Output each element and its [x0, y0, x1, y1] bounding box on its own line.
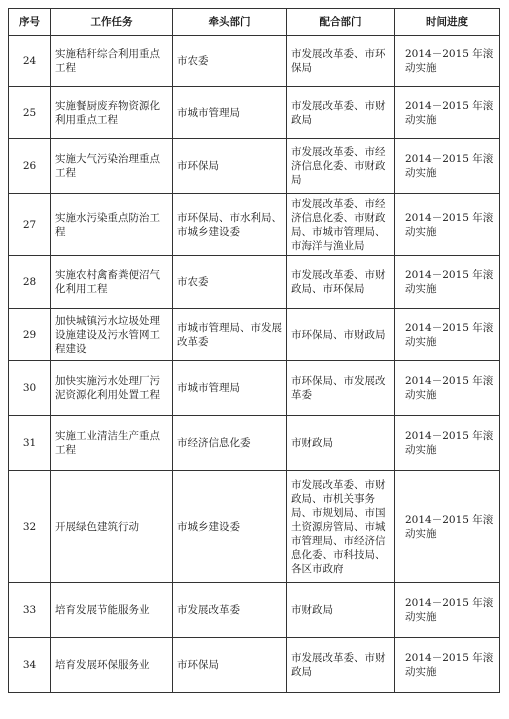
row-seq: 24 [9, 36, 51, 87]
table-row [9, 416, 500, 471]
table-row [9, 583, 500, 638]
row-task: 实施餐厨废弃物资源化利用重点工程 [51, 87, 173, 139]
row-task: 开展绿色建筑行动 [51, 471, 173, 583]
row-seq: 25 [9, 87, 51, 139]
row-task: 加快城镇污水垃圾处理设施建设及污水管网工程建设 [51, 309, 173, 361]
row-assist-dept: 市环保局、市财政局 [287, 309, 395, 361]
row-lead-dept: 市农委 [173, 36, 287, 87]
row-schedule: 2014－2015 年滚动实施 [395, 36, 500, 87]
header-task: 工作任务 [51, 9, 173, 36]
table-row [9, 309, 500, 361]
row-schedule: 2014－2015 年滚动实施 [395, 361, 500, 416]
row-lead-dept: 市城乡建设委 [173, 471, 287, 583]
row-assist-dept: 市发展改革委、市财政局 [287, 87, 395, 139]
header-assist-dept: 配合部门 [287, 9, 395, 36]
row-seq: 31 [9, 416, 51, 471]
row-seq: 34 [9, 638, 51, 693]
row-seq: 29 [9, 309, 51, 361]
table-row [9, 87, 500, 139]
header-seq: 序号 [9, 9, 51, 36]
row-schedule: 2014－2015 年滚动实施 [395, 256, 500, 309]
row-seq: 32 [9, 471, 51, 583]
table-row [9, 194, 500, 256]
row-task: 实施大气污染治理重点工程 [51, 139, 173, 194]
row-lead-dept: 市经济信息化委 [173, 416, 287, 471]
table-row [9, 139, 500, 194]
row-task: 实施农村禽畜粪便沼气化利用工程 [51, 256, 173, 309]
row-assist-dept: 市发展改革委、市财政局 [287, 638, 395, 693]
header-lead-dept: 牵头部门 [173, 9, 287, 36]
table-row [9, 638, 500, 693]
row-seq: 28 [9, 256, 51, 309]
header-schedule: 时间进度 [395, 9, 500, 36]
row-task: 实施水污染重点防治工程 [51, 194, 173, 256]
row-lead-dept: 市环保局、市水利局、市城乡建设委 [173, 194, 287, 256]
row-task: 实施秸秆综合利用重点工程 [51, 36, 173, 87]
row-schedule: 2014－2015 年滚动实施 [395, 87, 500, 139]
row-assist-dept: 市发展改革委、市经济信息化委、市财政局、市城市管理局、市海洋与渔业局 [287, 194, 395, 256]
row-assist-dept: 市发展改革委、市财政局、市环保局 [287, 256, 395, 309]
table-row [9, 361, 500, 416]
row-task: 培育发展环保服务业 [51, 638, 173, 693]
task-table [8, 8, 500, 693]
row-assist-dept: 市环保局、市发展改革委 [287, 361, 395, 416]
row-seq: 33 [9, 583, 51, 638]
table-row [9, 256, 500, 309]
row-lead-dept: 市城市管理局、市发展改革委 [173, 309, 287, 361]
row-lead-dept: 市农委 [173, 256, 287, 309]
row-task: 实施工业清洁生产重点工程 [51, 416, 173, 471]
row-task: 加快实施污水处理厂污泥资源化利用处置工程 [51, 361, 173, 416]
row-lead-dept: 市城市管理局 [173, 361, 287, 416]
row-assist-dept: 市发展改革委、市环保局 [287, 36, 395, 87]
row-assist-dept: 市财政局 [287, 416, 395, 471]
table-row [9, 36, 500, 87]
row-lead-dept: 市环保局 [173, 638, 287, 693]
row-lead-dept: 市发展改革委 [173, 583, 287, 638]
row-assist-dept: 市财政局 [287, 583, 395, 638]
row-schedule: 2014－2015 年滚动实施 [395, 309, 500, 361]
row-assist-dept: 市发展改革委、市财政局、市机关事务局、市规划局、市国土资源房管局、市城市管理局、市经济信息化委、市科技局、各区市政府 [287, 471, 395, 583]
row-schedule: 2014－2015 年滚动实施 [395, 471, 500, 583]
row-task: 培育发展节能服务业 [51, 583, 173, 638]
row-lead-dept: 市城市管理局 [173, 87, 287, 139]
row-schedule: 2014－2015 年滚动实施 [395, 583, 500, 638]
row-schedule: 2014－2015 年滚动实施 [395, 194, 500, 256]
row-seq: 30 [9, 361, 51, 416]
header-row [9, 9, 500, 36]
row-assist-dept: 市发展改革委、市经济信息化委、市财政局 [287, 139, 395, 194]
row-lead-dept: 市环保局 [173, 139, 287, 194]
row-schedule: 2014－2015 年滚动实施 [395, 416, 500, 471]
table-row [9, 471, 500, 583]
row-schedule: 2014－2015 年滚动实施 [395, 638, 500, 693]
row-seq: 26 [9, 139, 51, 194]
row-schedule: 2014－2015 年滚动实施 [395, 139, 500, 194]
row-seq: 27 [9, 194, 51, 256]
